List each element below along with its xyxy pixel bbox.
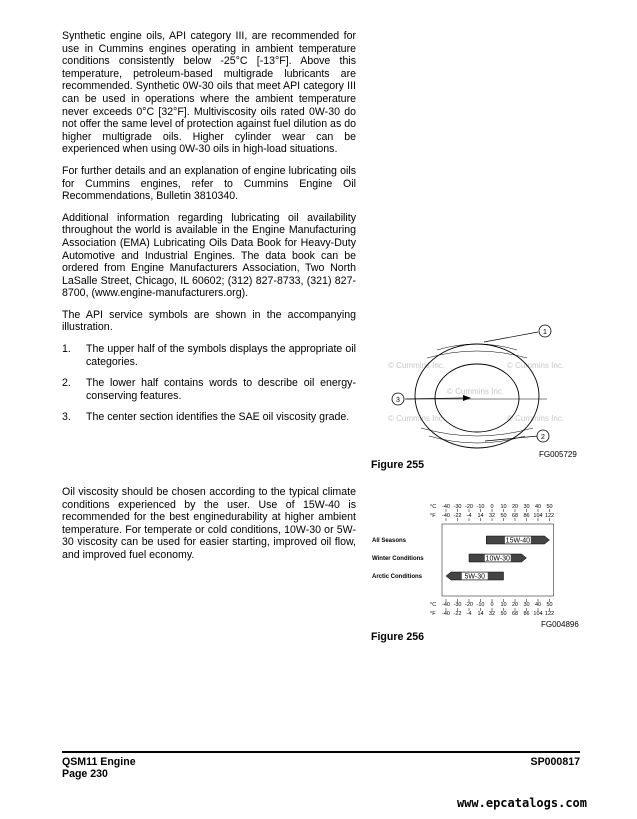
copyright-watermark: © Cummins Inc.: [447, 387, 505, 396]
celsius-tick-label: 30: [523, 602, 530, 608]
fahrenheit-tick-label: 68: [511, 611, 519, 617]
list-text: The lower half contains words to describe oil energy-conserving features.: [86, 377, 356, 402]
fahrenheit-tick-label: 104: [533, 513, 543, 519]
list-number: 1.: [62, 343, 71, 356]
celsius-tick-label: 50: [546, 602, 553, 608]
body-column-lower: [62, 486, 356, 562]
paragraph-additional-info: Additional information regarding lubricating oil availability throughout the world is available in the Engine Manufacturing Association (EMA) Lubricating Oils Data Book for Heavy-Duty Automotive and Industrial Engines. The data book can be ordered from Engine Manufacturers Association, Two North LaSalle Street, Chicago, IL 60602; (312) 827-8733, (321) 827-8700, (www.engine-manufacturers.org).: [62, 211, 356, 300]
figure-255-caption: Figure 255: [371, 459, 424, 471]
celsius-tick-label: 0: [490, 504, 494, 510]
condition-label: Arctic Conditions: [372, 574, 423, 580]
footer-document-id: SP000817: [530, 756, 580, 768]
celsius-tick-label: 50: [546, 504, 553, 510]
copyright-watermark: © Cummins Inc.: [507, 414, 565, 423]
list-text: The center section identifies the SAE oil viscosity grade.: [86, 411, 350, 424]
footer-engine: QSM11 Engine: [62, 756, 136, 768]
site-watermark: www.epcatalogs.com: [456, 796, 587, 810]
list-item: [62, 343, 356, 368]
figure-256-code: FG004896: [541, 620, 579, 629]
fahrenheit-tick-label: 50: [500, 611, 507, 617]
fahrenheit-unit-label-top: °F: [430, 513, 436, 519]
celsius-tick-label: -40: [442, 504, 450, 510]
list-item: [62, 377, 356, 402]
fahrenheit-tick-label: -4: [466, 513, 472, 519]
copyright-watermark: © Cummins Inc.: [388, 361, 446, 370]
callout-2-label: 2: [541, 434, 545, 441]
fahrenheit-tick-label: -22: [453, 513, 462, 519]
grade-label: 10W-30: [485, 555, 510, 563]
fahrenheit-tick-label: -40: [442, 611, 450, 617]
callout-1-label: 1: [543, 329, 547, 336]
celsius-tick-label: 10: [500, 504, 507, 510]
paragraph-synthetic-oils: Synthetic engine oils, API category III, are recommended for use in Cummins engines operating in ambient temperature conditions consistently below -25°C [-13°F]. Above this temperature, petroleum-based multigrade lubricants are recommended. Synthetic 0W-30 oils that meet API category III can be used in operations where the ambient temperature never exceeds 0°C [32°F]. Multiviscosity oils rated 0W-30 do not offer the same level of protection against fuel dilution as do higher multigrade oils. Higher cylinder wear can be experienced when using 0W-30 oils in high-load situations.: [62, 30, 356, 156]
celsius-tick-label: -20: [465, 504, 473, 510]
celsius-unit-label-top: °C: [430, 504, 437, 510]
fahrenheit-tick-label: 122: [544, 611, 555, 617]
figure-256-caption: Figure 256: [371, 631, 424, 643]
celsius-tick-label: 20: [511, 504, 519, 510]
fahrenheit-tick-label: 68: [511, 513, 519, 519]
list-number: 2.: [62, 377, 71, 390]
celsius-tick-label: -30: [453, 504, 462, 510]
fahrenheit-tick-label: -40: [442, 513, 450, 519]
list-item: [62, 411, 356, 424]
fahrenheit-unit-label-bottom: °F: [430, 611, 436, 617]
celsius-tick-label: 10: [500, 602, 507, 608]
figure-255-code: FG005729: [539, 450, 577, 459]
celsius-tick-label: 40: [534, 602, 542, 608]
fahrenheit-tick-label: 32: [488, 611, 496, 617]
list-text: The upper half of the symbols displays the appropriate oil categories.: [86, 343, 356, 368]
fahrenheit-tick-label: 86: [523, 513, 530, 519]
callout-3-label: 3: [396, 397, 400, 404]
grade-label: 5W-30: [464, 573, 485, 581]
paragraph-api-symbols: The API service symbols are shown in the accompanying illustration.: [62, 308, 356, 334]
condition-label: All Seasons: [372, 538, 407, 544]
body-column: [62, 30, 356, 433]
celsius-tick-label: 30: [523, 504, 530, 510]
fahrenheit-tick-label: 86: [523, 611, 530, 617]
fahrenheit-tick-label: 32: [488, 513, 496, 519]
celsius-tick-label: -10: [476, 504, 485, 510]
paragraph-oil-viscosity: Oil viscosity should be chosen according to the typical climate conditions experienced by the user. Use of 15W-40 is recommended for the best enginedurability at higher ambient temperature. For temperate or cold conditions, 10W-30 or 5W-30 viscosity can be used for easier starting, improved oil flow, and improved fuel economy.: [62, 486, 356, 561]
celsius-tick-label: -20: [465, 602, 473, 608]
fahrenheit-tick-label: -22: [453, 611, 462, 617]
fahrenheit-tick-label: 104: [533, 611, 543, 617]
copyright-watermark: © Cummins Inc.: [507, 361, 565, 370]
list-number: 3.: [62, 411, 71, 424]
api-symbol-list: [62, 343, 356, 424]
copyright-watermark: © Cummins Inc.: [388, 414, 446, 423]
celsius-tick-label: -40: [442, 602, 450, 608]
celsius-tick-label: 0: [490, 602, 494, 608]
fahrenheit-tick-label: -4: [466, 611, 472, 617]
condition-label: Winter Conditions: [372, 556, 424, 562]
fahrenheit-tick-label: 122: [544, 513, 555, 519]
celsius-tick-label: 40: [534, 504, 542, 510]
viscosity-chart: [366, 498, 586, 624]
celsius-tick-label: -10: [476, 602, 485, 608]
footer-rule: [62, 751, 580, 753]
celsius-unit-label-bottom: °C: [430, 602, 437, 608]
grade-label: 15W-40: [505, 537, 531, 545]
paragraph-further-details: For further details and an explanation of engine lubricating oils for Cummins engines, refer to Cummins Engine Oil Recommendations, Bulletin 3810340.: [62, 164, 356, 203]
celsius-tick-label: -30: [453, 602, 462, 608]
fahrenheit-tick-label: 50: [500, 513, 507, 519]
fahrenheit-tick-label: 14: [477, 611, 484, 617]
footer-page-number: Page 230: [62, 768, 108, 780]
fahrenheit-tick-label: 14: [477, 513, 484, 519]
api-symbol-figure: [385, 318, 585, 458]
celsius-tick-label: 20: [511, 602, 519, 608]
